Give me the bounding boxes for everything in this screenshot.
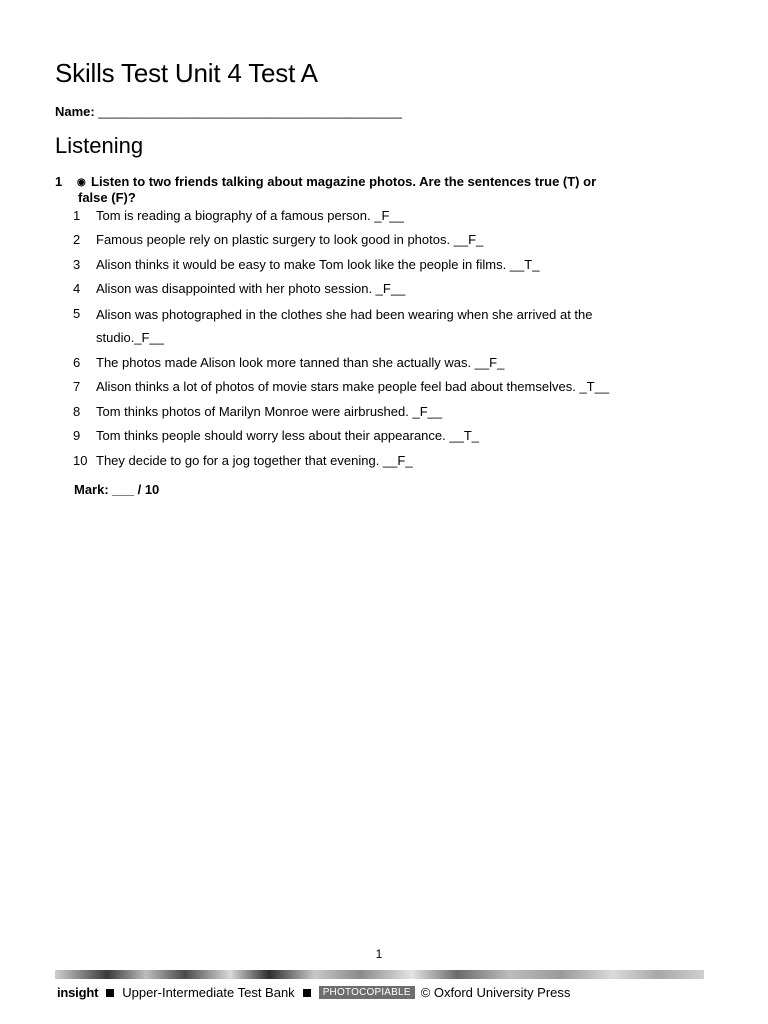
name-label: Name: xyxy=(55,104,95,119)
question-list xyxy=(55,206,655,475)
list-item xyxy=(55,402,655,422)
item-number: 8 xyxy=(73,403,81,419)
item-text: Tom thinks people should worry less about their appearance. __T_ xyxy=(96,428,479,444)
item-text: Alison was disappointed with her photo session. _F__ xyxy=(96,281,406,297)
list-item xyxy=(55,230,655,250)
list-item xyxy=(55,377,655,397)
list-item xyxy=(55,206,655,226)
item-text: Tom is reading a biography of a famous person. _F__ xyxy=(96,208,404,223)
page-title: Skills Test Unit 4 Test A xyxy=(55,58,318,88)
square-bullet-icon xyxy=(106,989,114,997)
section-title: Listening xyxy=(55,133,144,158)
photocopiable-badge: PHOTOCOPIABLE xyxy=(319,986,415,999)
mark-score: Mark: ___ / 10 xyxy=(74,482,160,497)
item-number: 4 xyxy=(73,281,81,297)
item-number: 5 xyxy=(73,305,81,321)
item-text: Alison thinks it would be easy to make Tom look like the people in films. __T_ xyxy=(96,256,540,272)
item-text: The photos made Alison look more tanned than she actually was. __F_ xyxy=(96,354,505,370)
list-item xyxy=(55,353,655,373)
name-blank: __________________________________________ xyxy=(98,104,403,119)
item-text: Famous people rely on plastic surgery to look good in photos. __F_ xyxy=(96,232,484,248)
footer-book: Upper-Intermediate Test Bank xyxy=(122,985,295,1000)
list-item xyxy=(55,279,655,299)
item-text: Tom thinks photos of Marilyn Monroe were airbrushed. _F__ xyxy=(96,403,443,419)
footer-photo-strip xyxy=(55,970,704,979)
instruction-text-line1: Listen to two friends talking about magazine photos. Are the sentences true (T) or xyxy=(91,174,597,189)
list-item xyxy=(55,451,655,471)
square-bullet-icon xyxy=(303,989,311,997)
footer-brand: insight xyxy=(57,985,99,1000)
name-field-line xyxy=(55,104,402,119)
item-number: 3 xyxy=(73,256,81,272)
item-number: 7 xyxy=(73,379,81,395)
list-item xyxy=(55,255,655,275)
footer-publisher: © Oxford University Press xyxy=(420,985,571,1000)
item-text: Alison was photographed in the clothes she had been wearing when she arrived at the studio._F__ xyxy=(96,306,593,345)
speaker-icon: ◉ xyxy=(77,177,86,188)
item-text: They decide to go for a jog together that evening. __F_ xyxy=(96,452,413,468)
item-number: 2 xyxy=(73,232,81,248)
list-item xyxy=(55,426,655,446)
exercise-instruction xyxy=(55,174,675,205)
item-number: 10 xyxy=(73,452,88,468)
instruction-text-line2: false (F)? xyxy=(78,190,136,205)
exercise-number: 1 xyxy=(55,174,63,189)
footer xyxy=(57,985,570,1000)
item-number: 1 xyxy=(73,208,81,223)
page-number: 1 xyxy=(375,947,383,961)
item-text: Alison thinks a lot of photos of movie stars make people feel bad about themselves. _T__ xyxy=(96,379,610,395)
item-number: 9 xyxy=(73,428,81,444)
item-number: 6 xyxy=(73,354,81,370)
list-item xyxy=(55,304,655,349)
